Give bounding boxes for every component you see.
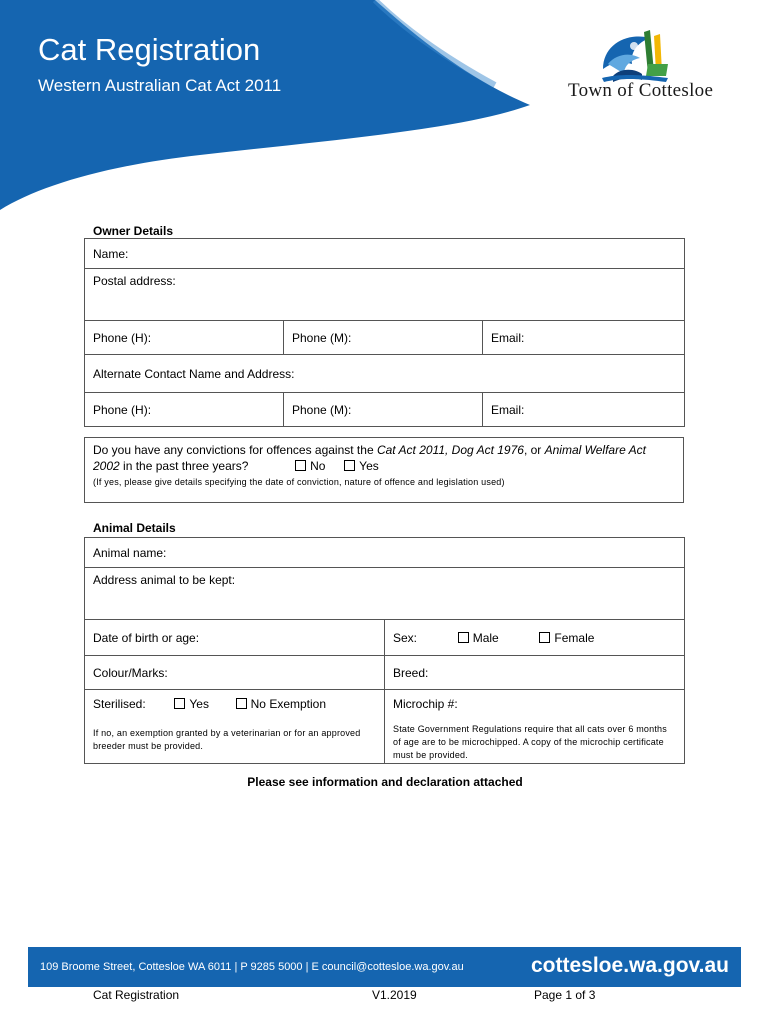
owner-phone-mobile-field[interactable] xyxy=(284,321,483,355)
microchip-field[interactable] xyxy=(385,690,685,764)
convictions-text-3: in the past three years? xyxy=(119,459,249,473)
colour-field[interactable] xyxy=(85,656,385,690)
animal-address-label: Address animal to be kept: xyxy=(93,573,236,587)
footer-document-name: Cat Registration xyxy=(93,988,180,1002)
alt-email-label: Email: xyxy=(491,402,525,417)
alt-phone-home-label: Phone (H): xyxy=(93,402,152,417)
sterilised-exemption-option[interactable] xyxy=(236,697,326,711)
animal-details-table xyxy=(84,537,685,764)
logo-text: Town of Cottesloe xyxy=(568,80,714,101)
alternate-contact-field[interactable] xyxy=(85,355,685,393)
footer-contact-details: 109 Broome Street, Cottesloe WA 6011 | P 9285 5000 | E council@cottesloe.wa.gov.au xyxy=(40,961,464,973)
convictions-no-label: No xyxy=(310,459,326,473)
sex-female-label: Female xyxy=(554,630,595,645)
checkbox-icon xyxy=(295,460,306,471)
owner-name-label: Name: xyxy=(93,246,129,261)
sterilised-field xyxy=(85,690,385,764)
checkbox-icon xyxy=(539,632,550,643)
owner-name-field[interactable] xyxy=(85,239,685,269)
sex-field xyxy=(385,620,685,656)
microchip-label: Microchip #: xyxy=(393,697,458,711)
footer-website[interactable]: cottesloe.wa.gov.au xyxy=(531,954,729,977)
dob-field[interactable] xyxy=(85,620,385,656)
owner-email-field[interactable] xyxy=(483,321,685,355)
checkbox-icon xyxy=(174,698,185,709)
document-title: Cat Registration xyxy=(38,32,261,67)
alt-email-field[interactable] xyxy=(483,393,685,427)
convictions-act-2: Animal Welfare Act 2002 xyxy=(93,443,646,473)
alternate-contact-label: Alternate Contact Name and Address: xyxy=(93,366,295,381)
checkbox-icon xyxy=(344,460,355,471)
postal-address-field[interactable] xyxy=(85,269,685,321)
colour-label: Colour/Marks: xyxy=(93,665,168,680)
convictions-yes-option[interactable] xyxy=(344,459,379,473)
microchip-note: State Government Regulations require that all cats over 6 months of age are to be microchipped. A copy of the microchip certificate must be provided. xyxy=(393,724,667,760)
owner-phone-mobile-label: Phone (M): xyxy=(292,330,352,345)
sterilised-label: Sterilised: xyxy=(93,697,146,711)
convictions-question xyxy=(93,442,675,474)
sterilised-yes-option[interactable] xyxy=(174,697,209,711)
convictions-text-2: , or xyxy=(523,443,545,457)
footer-version: V1.2019 xyxy=(372,988,417,1002)
sex-male-option[interactable] xyxy=(458,631,499,645)
animal-name-label: Animal name: xyxy=(93,545,167,560)
owner-details-heading: Owner Details xyxy=(93,224,174,238)
alt-phone-home-field[interactable] xyxy=(85,393,284,427)
footer-page-number: Page 1 of 3 xyxy=(534,988,596,1002)
sterilised-yes-label: Yes xyxy=(189,697,209,711)
checkbox-icon xyxy=(236,698,247,709)
exemption-note: If no, an exemption granted by a veterinarian or for an approved breeder must be provided. xyxy=(93,728,361,751)
sex-male-label: Male xyxy=(472,630,499,645)
alt-phone-mobile-label: Phone (M): xyxy=(292,402,352,417)
animal-name-field[interactable] xyxy=(85,538,685,568)
animal-details-heading: Animal Details xyxy=(93,521,176,535)
convictions-act-1: Cat Act 2011, Dog Act 1976 xyxy=(376,443,524,457)
owner-details-table xyxy=(84,238,685,427)
sterilised-exemption-label: No Exemption xyxy=(250,697,327,711)
owner-phone-home-label: Phone (H): xyxy=(93,330,152,345)
owner-phone-home-field[interactable] xyxy=(85,321,284,355)
convictions-note: (If yes, please give details specifying the date of conviction, nature of offence and legislation used) xyxy=(93,477,505,487)
convictions-text-1: Do you have any convictions for offences against the xyxy=(93,443,377,457)
convictions-yes-label: Yes xyxy=(359,459,379,473)
convictions-no-option[interactable] xyxy=(295,459,325,473)
footer-bar xyxy=(28,947,741,987)
sex-label: Sex: xyxy=(393,630,418,645)
dob-label: Date of birth or age: xyxy=(93,630,200,645)
animal-address-field[interactable] xyxy=(85,568,685,620)
checkbox-icon xyxy=(458,632,469,643)
attached-notice: Please see information and declaration attached xyxy=(247,775,523,789)
owner-email-label: Email: xyxy=(491,330,525,345)
breed-field[interactable] xyxy=(385,656,685,690)
alt-phone-mobile-field[interactable] xyxy=(284,393,483,427)
convictions-box xyxy=(84,437,684,503)
postal-address-label: Postal address: xyxy=(93,274,176,288)
breed-label: Breed: xyxy=(393,665,429,680)
document-subtitle: Western Australian Cat Act 2011 xyxy=(38,76,282,95)
sex-female-option[interactable] xyxy=(539,631,594,645)
